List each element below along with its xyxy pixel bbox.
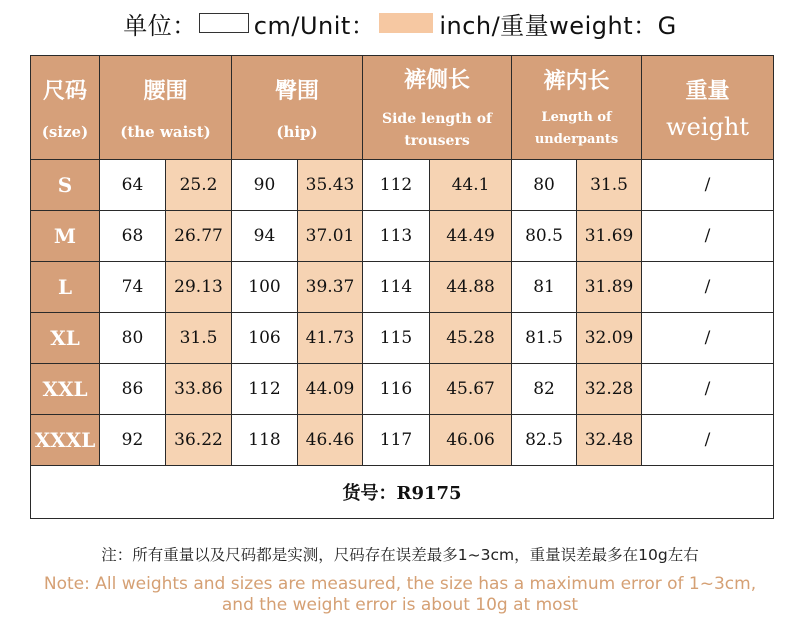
hip-cm-cell: 94 bbox=[232, 211, 298, 262]
side-inch-cell: 44.49 bbox=[430, 211, 512, 262]
hip-cm-cell: 90 bbox=[232, 160, 298, 211]
inner-cm-cell: 82 bbox=[512, 364, 577, 415]
unit-legend bbox=[0, 0, 800, 46]
inner-inch-cell: 31.69 bbox=[577, 211, 642, 262]
table-row bbox=[31, 364, 774, 415]
inner-inch-cell: 32.48 bbox=[577, 415, 642, 466]
weight-header-en: weight bbox=[666, 113, 749, 141]
table-row bbox=[31, 415, 774, 466]
waist-inch-cell: 33.86 bbox=[166, 364, 232, 415]
item-number: 货号：R9175 bbox=[31, 466, 774, 519]
inner-cm-cell: 80.5 bbox=[512, 211, 577, 262]
side-inch-cell: 44.88 bbox=[430, 262, 512, 313]
size-cell: L bbox=[31, 262, 100, 313]
waist-inch-cell: 29.13 bbox=[166, 262, 232, 313]
size-cell: XXXL bbox=[31, 415, 100, 466]
side-cm-cell: 112 bbox=[363, 160, 430, 211]
waist-inch-cell: 31.5 bbox=[166, 313, 232, 364]
weight-cell: / bbox=[642, 313, 774, 364]
side-length-header bbox=[363, 56, 512, 160]
item-number-row bbox=[31, 466, 774, 519]
note-english-line2: and the weight error is about 10g at most bbox=[221, 595, 579, 615]
hip-cm-cell: 100 bbox=[232, 262, 298, 313]
side-cm-cell: 114 bbox=[363, 262, 430, 313]
hip-cm-cell: 118 bbox=[232, 415, 298, 466]
side-inch-cell: 45.67 bbox=[430, 364, 512, 415]
size-cell: S bbox=[31, 160, 100, 211]
hip-cm-cell: 106 bbox=[232, 313, 298, 364]
table-row bbox=[31, 262, 774, 313]
inner-length-en-line1: Length of bbox=[541, 110, 612, 125]
hip-inch-cell: 41.73 bbox=[298, 313, 363, 364]
table-row bbox=[31, 211, 774, 262]
hip-cm-cell: 112 bbox=[232, 364, 298, 415]
note-english-line1: Note: All weights and sizes are measured, the size has a maximum error of 1~3cm, bbox=[43, 574, 757, 594]
note-english bbox=[0, 574, 800, 616]
side-cm-cell: 116 bbox=[363, 364, 430, 415]
weight-cell: / bbox=[642, 211, 774, 262]
waist-cm-cell: 92 bbox=[100, 415, 166, 466]
table-row bbox=[31, 160, 774, 211]
inner-cm-cell: 80 bbox=[512, 160, 577, 211]
inch-weight-unit-label: inch/重量weight：G bbox=[439, 11, 677, 40]
hip-header-cn: 臀围 bbox=[275, 78, 320, 104]
inner-inch-cell: 32.28 bbox=[577, 364, 642, 415]
inner-cm-cell: 81 bbox=[512, 262, 577, 313]
inner-length-header-en bbox=[512, 107, 641, 151]
cm-color-swatch bbox=[199, 13, 249, 33]
weight-cell: / bbox=[642, 160, 774, 211]
inner-cm-cell: 81.5 bbox=[512, 313, 577, 364]
size-header bbox=[31, 56, 100, 160]
inner-inch-cell: 31.89 bbox=[577, 262, 642, 313]
inner-cm-cell: 82.5 bbox=[512, 415, 577, 466]
waist-cm-cell: 68 bbox=[100, 211, 166, 262]
waist-cm-cell: 64 bbox=[100, 160, 166, 211]
inner-inch-cell: 32.09 bbox=[577, 313, 642, 364]
weight-cell: / bbox=[642, 415, 774, 466]
size-cell: XL bbox=[31, 313, 100, 364]
waist-inch-cell: 25.2 bbox=[166, 160, 232, 211]
weight-header bbox=[642, 56, 774, 160]
side-length-header-cn: 裤侧长 bbox=[404, 67, 471, 93]
side-length-header-en bbox=[363, 108, 511, 152]
hip-header-en: (hip) bbox=[276, 123, 318, 141]
hip-inch-cell: 35.43 bbox=[298, 160, 363, 211]
side-cm-cell: 117 bbox=[363, 415, 430, 466]
inner-length-header-cn: 裤内长 bbox=[543, 68, 610, 94]
waist-header bbox=[100, 56, 232, 160]
weight-cell: / bbox=[642, 364, 774, 415]
header-row bbox=[31, 56, 774, 160]
waist-inch-cell: 26.77 bbox=[166, 211, 232, 262]
unit-label: 单位： bbox=[123, 11, 197, 40]
side-cm-cell: 113 bbox=[363, 211, 430, 262]
weight-cell: / bbox=[642, 262, 774, 313]
waist-cm-cell: 74 bbox=[100, 262, 166, 313]
size-header-cn: 尺码 bbox=[42, 78, 87, 104]
side-cm-cell: 115 bbox=[363, 313, 430, 364]
side-inch-cell: 45.28 bbox=[430, 313, 512, 364]
cm-unit-label: cm/Unit： bbox=[253, 11, 376, 40]
waist-header-cn: 腰围 bbox=[143, 78, 188, 104]
hip-header bbox=[232, 56, 363, 160]
table-row bbox=[31, 313, 774, 364]
hip-inch-cell: 37.01 bbox=[298, 211, 363, 262]
note-chinese: 注：所有重量以及尺码都是实测，尺码存在误差最多1~3cm，重量误差最多在10g左右 bbox=[101, 546, 699, 564]
size-cell: XXL bbox=[31, 364, 100, 415]
waist-cm-cell: 80 bbox=[100, 313, 166, 364]
waist-cm-cell: 86 bbox=[100, 364, 166, 415]
size-cell: M bbox=[31, 211, 100, 262]
side-inch-cell: 46.06 bbox=[430, 415, 512, 466]
inch-color-swatch bbox=[379, 13, 433, 33]
hip-inch-cell: 46.46 bbox=[298, 415, 363, 466]
inner-length-header bbox=[512, 56, 642, 160]
hip-inch-cell: 39.37 bbox=[298, 262, 363, 313]
weight-header-cn: 重量 bbox=[685, 78, 730, 104]
waist-header-en: (the waist) bbox=[120, 123, 211, 141]
side-length-en-line1: Side length of bbox=[381, 111, 493, 127]
side-length-en-line2: trousers bbox=[404, 133, 470, 149]
hip-inch-cell: 44.09 bbox=[298, 364, 363, 415]
inner-inch-cell: 31.5 bbox=[577, 160, 642, 211]
size-chart-table bbox=[30, 55, 774, 519]
size-header-en: (size) bbox=[41, 123, 89, 141]
side-inch-cell: 44.1 bbox=[430, 160, 512, 211]
inner-length-en-line2: underpants bbox=[534, 132, 619, 147]
waist-inch-cell: 36.22 bbox=[166, 415, 232, 466]
